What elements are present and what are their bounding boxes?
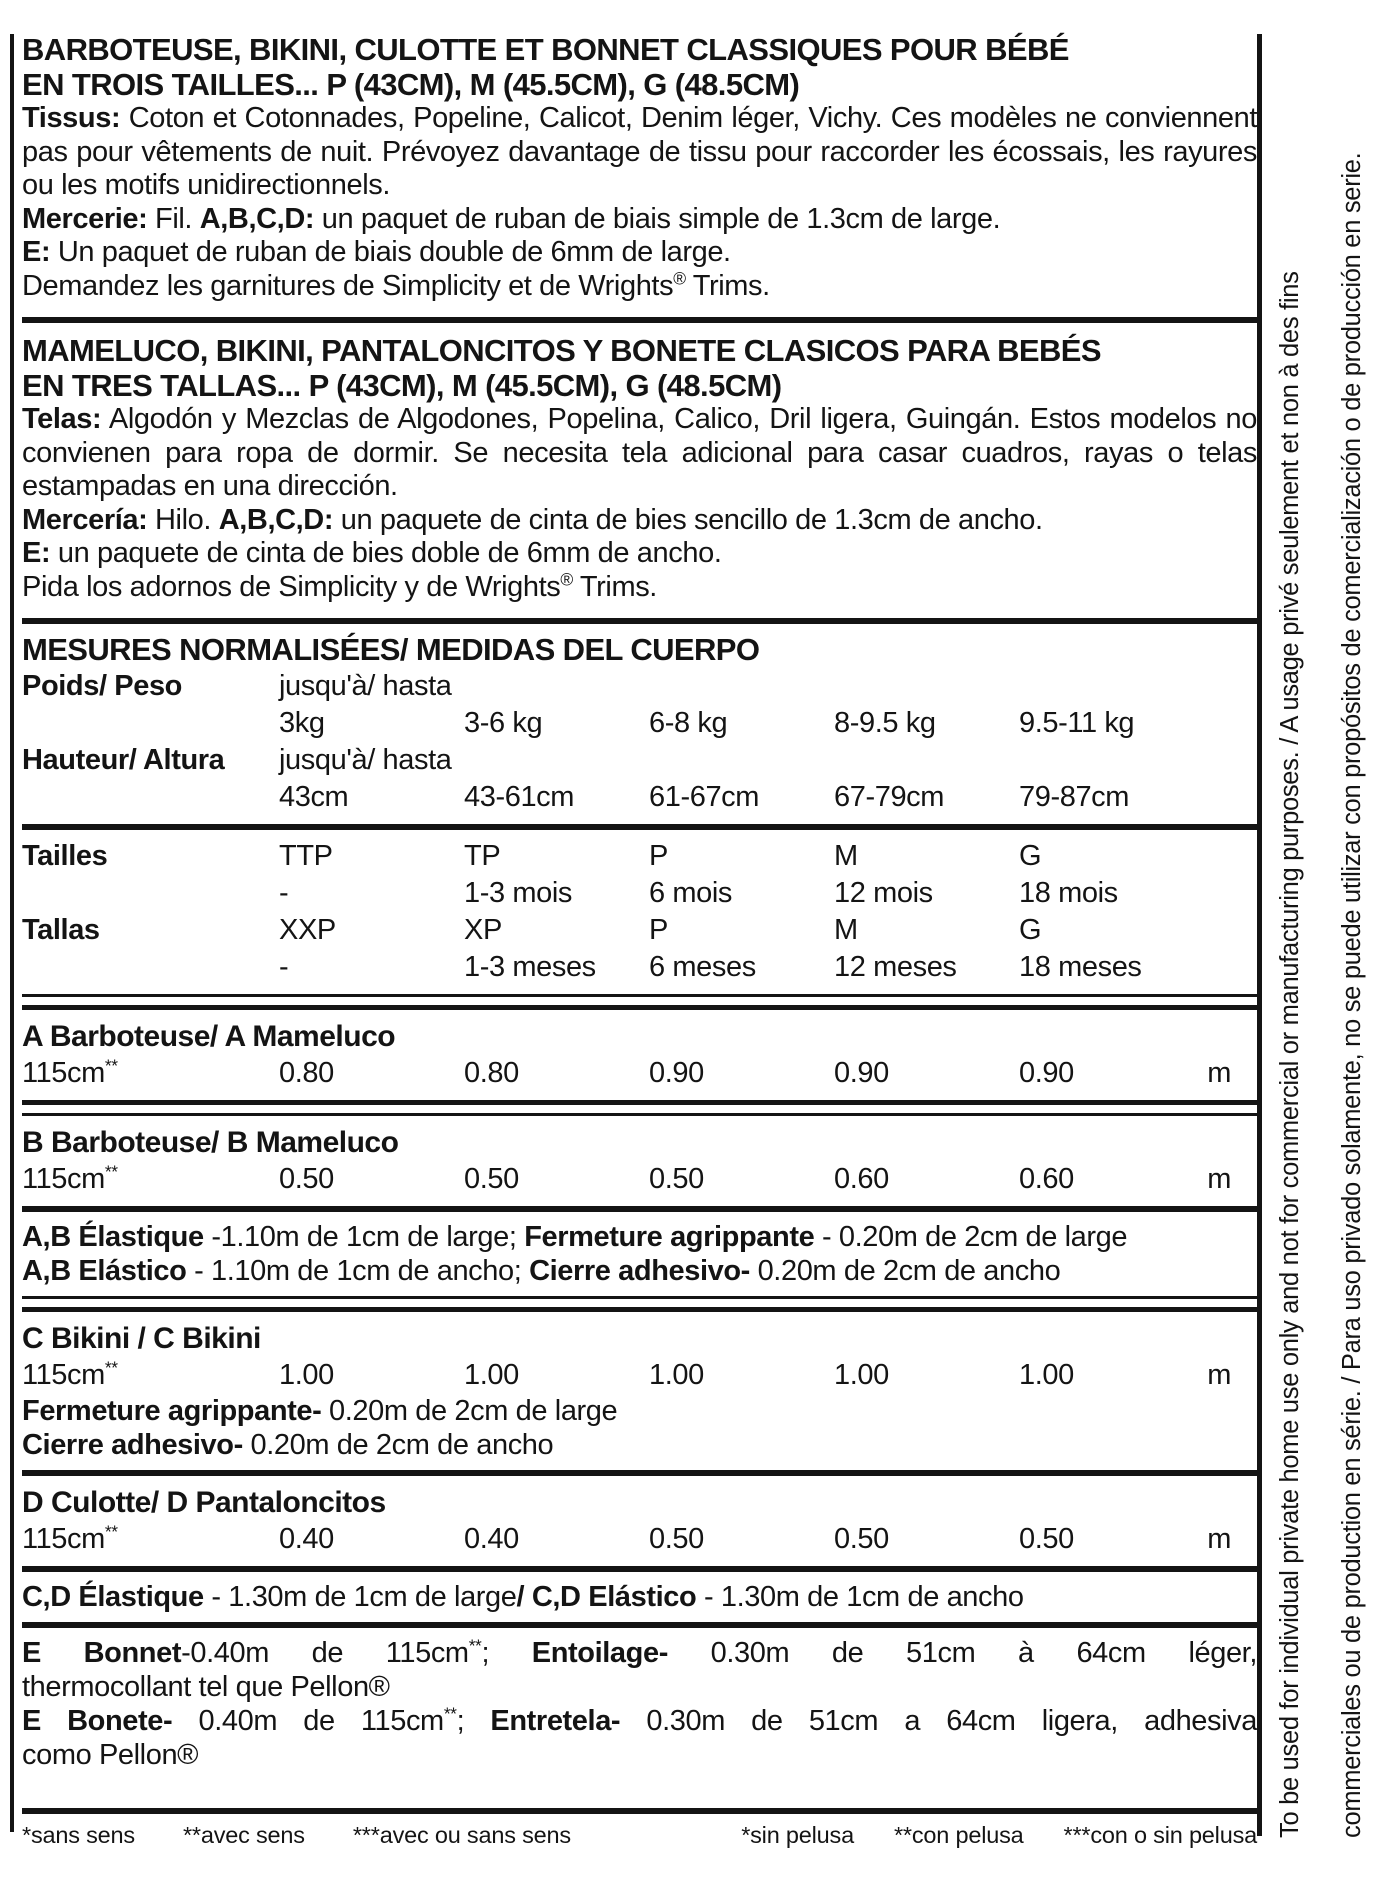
view-d-yardage-section: [22, 1484, 1257, 1558]
e-fr-separator: ;: [481, 1637, 532, 1669]
yardage-value: 0.90: [649, 1057, 704, 1089]
registered-mark-icon: ®: [673, 267, 686, 288]
spanish-view-e-label: E:: [22, 537, 51, 569]
age-fr: -: [279, 877, 289, 909]
weight-upto-text: jusqu'à/ hasta: [279, 670, 452, 702]
height-value: 79-87cm: [1019, 781, 1130, 813]
spanish-trims-text: Pida los adornos de Simplicity y de Wrights: [22, 570, 561, 603]
yardage-value: 1.00: [279, 1359, 334, 1391]
section-divider: [22, 1622, 1257, 1628]
copyright-vertical-text-line1: To be used for individual private home use only and not for commercial or manufacturing purposes. / A usage privé seulement et non à des fins: [1276, 271, 1304, 1838]
weight-value: 8-9.5 kg: [834, 707, 936, 739]
ab-elastic-fr-text: -1.10m de 1cm de large;: [203, 1221, 525, 1253]
main-column: [22, 30, 1257, 1772]
yardage-value: 0.80: [279, 1057, 334, 1089]
copyright-vertical-text-line2: commerciales ou de production en série. / Para uso privado solamente, no se puede utilizar con propósitos de comercialización o de producción en serie.: [1338, 152, 1366, 1838]
yardage-value: 0.50: [834, 1523, 889, 1555]
french-notions-views: A,B,C,D:: [199, 202, 315, 235]
size-es: XP: [464, 914, 502, 946]
ab-elastic-fr-label: A,B Élastique: [22, 1221, 204, 1253]
yardage-value: 0.60: [1019, 1163, 1074, 1195]
section-divider: [22, 1566, 1257, 1572]
weight-value: 3-6 kg: [464, 707, 543, 739]
footnote-nap-es: *sin pelusa: [741, 1822, 854, 1848]
spanish-footnotes: [741, 1822, 1257, 1849]
spanish-view-e-text: un paquete de cinta de bies doble de 6mm de ancho.: [50, 537, 722, 569]
footnote-nap-fr: **avec sens: [182, 1822, 305, 1848]
yardage-value: 1.00: [834, 1359, 889, 1391]
section-divider: [22, 994, 1257, 1010]
unit-label: m: [1207, 1359, 1231, 1391]
french-view-e-label: E:: [22, 236, 51, 268]
spanish-fabrics-paragraph: [22, 403, 1257, 504]
footnote-stars: **: [104, 1161, 118, 1182]
footer-divider: [22, 1808, 1257, 1814]
e-bonnet-fr-yardage: -0.40m de 115cm: [181, 1637, 469, 1669]
yardage-value: 0.50: [1019, 1523, 1074, 1555]
ab-velcro-fr-label: Fermeture agrippante: [524, 1221, 815, 1253]
ages-french-row: [22, 875, 1257, 912]
section-divider: [22, 1100, 1257, 1116]
spanish-notions-text1: Hilo.: [147, 503, 219, 536]
spanish-title-line1: MAMELUCO, BIKINI, PANTALONCITOS Y BONETE CLASICOS PARA BEBÉS: [22, 333, 1101, 368]
e-bonnet-es-yardage: 0.40m de 115cm: [172, 1705, 444, 1737]
footnote-stars: **: [468, 1635, 482, 1656]
spanish-fabrics-label: Telas:: [22, 403, 102, 435]
size-fr: TTP: [279, 840, 333, 872]
yardage-value: 0.50: [464, 1163, 519, 1195]
yardage-value: 1.00: [1019, 1359, 1074, 1391]
view-a-yardage-row: [22, 1055, 1257, 1092]
age-es: 18 meses: [1019, 951, 1142, 983]
view-a-header: A Barboteuse/ A Mameluco: [22, 1020, 396, 1053]
french-notions-text2: un paquet de ruban de biais simple de 1.3cm de large.: [314, 202, 1001, 235]
section-divider: [22, 1206, 1257, 1212]
section-divider: [22, 824, 1257, 830]
french-fabrics-paragraph: [22, 102, 1257, 203]
french-description-section: [22, 30, 1257, 309]
footnote-nap-es: ***con o sin pelusa: [1063, 1822, 1257, 1848]
fabric-width: 115cm: [22, 1523, 105, 1555]
section-divider: [22, 618, 1257, 624]
cd-elastic-es-label: C,D Elástico: [531, 1581, 697, 1613]
fabric-width-label: [22, 1161, 279, 1198]
view-b-header: B Barboteuse/ B Mameluco: [22, 1126, 399, 1159]
cd-elastic-es-text: - 1.30m de 1cm de ancho: [696, 1581, 1024, 1613]
fabric-width-label: [22, 1521, 279, 1558]
french-trims-text: Demandez les garnitures de Simplicity et de Wrights: [22, 269, 674, 302]
ab-velcro-es-label: Cierre adhesivo-: [529, 1255, 750, 1287]
cd-elastic-note: [22, 1580, 1257, 1614]
age-fr: 12 mois: [834, 877, 933, 909]
c-velcro-spanish-note: [22, 1428, 1257, 1462]
age-es: -: [279, 951, 289, 983]
height-label: Hauteur/ Altura: [22, 744, 225, 776]
view-a-yardage-section: [22, 1018, 1257, 1092]
view-b-yardage-section: [22, 1124, 1257, 1198]
age-es: 12 meses: [834, 951, 957, 983]
view-c-yardage-row: [22, 1357, 1257, 1394]
footnote-nap-fr: ***avec ou sans sens: [352, 1822, 571, 1848]
unit-label: m: [1207, 1163, 1231, 1195]
ab-notions-notes-section: [22, 1220, 1257, 1288]
size-fr: P: [649, 840, 668, 872]
sizes-french-label: Tailles: [22, 840, 108, 872]
height-values-row: [22, 779, 1257, 816]
section-divider: [22, 1296, 1257, 1312]
age-fr: 6 mois: [649, 877, 733, 909]
body-measurements-section: [22, 632, 1257, 816]
french-notions-text1: Fil.: [147, 202, 200, 235]
yardage-value: 1.00: [649, 1359, 704, 1391]
view-e-section: [22, 1636, 1257, 1772]
footnotes-row: [22, 1822, 1257, 1849]
weight-value: 3kg: [279, 707, 325, 739]
footnotes-area: [22, 1800, 1257, 1849]
yardage-value: 0.40: [464, 1523, 519, 1555]
age-es: 1-3 meses: [464, 951, 596, 983]
e-interfacing-es-text: 0.30m de 51cm a 64cm ligera, adhesiva: [620, 1705, 1257, 1737]
height-value: 67-79cm: [834, 781, 945, 813]
spanish-description-section: [22, 331, 1257, 610]
ab-velcro-es-text: 0.20m de 2cm de ancho: [749, 1255, 1061, 1287]
cd-elastic-fr-label: C,D Élastique: [22, 1581, 204, 1613]
body-measurements-title: MESURES NORMALISÉES/ MEDIDAS DEL CUERPO: [22, 632, 760, 667]
ab-velcro-fr-text: - 0.20m de 2cm de large: [814, 1221, 1128, 1253]
yardage-value: 0.50: [649, 1163, 704, 1195]
unit-label: m: [1207, 1523, 1231, 1555]
french-title-line1: BARBOTEUSE, BIKINI, CULOTTE ET BONNET CLASSIQUES POUR BÉBÉ: [22, 32, 1069, 67]
footnote-stars: **: [104, 1055, 118, 1076]
e-bonnet-french-line2: thermocollant tel que Pellon®: [22, 1671, 390, 1703]
unit-label: m: [1207, 1057, 1231, 1089]
section-divider: [22, 1470, 1257, 1476]
height-value: 61-67cm: [649, 781, 760, 813]
height-value: 43-61cm: [464, 781, 575, 813]
c-velcro-es-label: Cierre adhesivo-: [22, 1429, 243, 1461]
spanish-notions-text2: un paquete de cinta de bies sencillo de 1.3cm de ancho.: [333, 503, 1043, 536]
weight-value: 6-8 kg: [649, 707, 728, 739]
age-es: 6 meses: [649, 951, 756, 983]
ab-elastic-es-label: A,B Elástico: [22, 1255, 187, 1287]
sizes-spanish-label: Tallas: [22, 914, 100, 946]
yardage-value: 1.00: [464, 1359, 519, 1391]
age-fr: 1-3 mois: [464, 877, 572, 909]
yardage-value: 0.40: [279, 1523, 334, 1555]
footnote-stars: **: [104, 1357, 118, 1378]
spanish-view-e-paragraph: [22, 537, 1257, 571]
sizes-section: [22, 838, 1257, 986]
fabric-width-label: [22, 1357, 279, 1394]
c-velcro-es-text: 0.20m de 2cm de ancho: [242, 1429, 554, 1461]
spanish-trims-text2: Trims.: [572, 570, 657, 603]
c-velcro-fr-label: Fermeture agrippante-: [22, 1395, 322, 1427]
c-velcro-fr-text: 0.20m de 2cm de large: [321, 1395, 618, 1427]
cd-slash: /: [516, 1581, 532, 1613]
spanish-notions-views: A,B,C,D:: [218, 503, 334, 536]
e-interfacing-es-label: Entretela-: [490, 1705, 621, 1737]
section-divider: [22, 317, 1257, 323]
size-es: P: [649, 914, 668, 946]
height-value: 43cm: [279, 781, 349, 813]
yardage-value: 0.50: [279, 1163, 334, 1195]
french-view-e-paragraph: [22, 236, 1257, 270]
french-footnotes: [22, 1822, 571, 1849]
french-trims-text2: Trims.: [685, 269, 770, 302]
weight-values-row: [22, 705, 1257, 742]
weight-label-row: [22, 668, 1257, 705]
spanish-notions-paragraph: [22, 504, 1257, 538]
size-fr: G: [1019, 840, 1042, 872]
french-fabrics-label: Tissus:: [22, 102, 121, 134]
view-c-yardage-section: [22, 1320, 1257, 1462]
fabric-width: 115cm: [22, 1359, 105, 1391]
e-bonnet-spanish-line2: como Pellon®: [22, 1739, 199, 1771]
sizes-spanish-row: [22, 912, 1257, 949]
spanish-notions-label: Mercería:: [22, 503, 148, 536]
weight-label: Poids/ Peso: [22, 670, 182, 702]
c-velcro-french-note: [22, 1394, 1257, 1428]
e-interfacing-fr-label: Entoilage-: [531, 1637, 668, 1669]
ab-elastic-es-text: - 1.10m de 1cm de ancho;: [186, 1255, 530, 1287]
fabric-width-label: [22, 1055, 279, 1092]
yardage-value: 0.60: [834, 1163, 889, 1195]
size-es: XXP: [279, 914, 336, 946]
ages-spanish-row: [22, 949, 1257, 986]
yardage-value: 0.90: [1019, 1057, 1074, 1089]
view-b-yardage-row: [22, 1161, 1257, 1198]
yardage-value: 0.80: [464, 1057, 519, 1089]
fabric-width: 115cm: [22, 1057, 105, 1089]
e-bonnet-spanish-line1: [22, 1704, 1257, 1738]
height-label-row: [22, 742, 1257, 779]
e-es-separator: ;: [456, 1705, 491, 1737]
fabric-width: 115cm: [22, 1163, 105, 1195]
height-upto-text: jusqu'à/ hasta: [279, 744, 452, 776]
view-d-yardage-row: [22, 1521, 1257, 1558]
ab-elastic-french-note: [22, 1220, 1257, 1254]
french-notions-paragraph: [22, 203, 1257, 237]
french-fabrics-text: Coton et Cotonnades, Popeline, Calicot, Denim léger, Vichy. Ces modèles ne conviennent pas pour vêtements de nuit. Prévoyez davantage de tissu pour raccorder les écossais, les rayures ou les motifs unidirectionnels.: [22, 102, 1257, 201]
spanish-trims-paragraph: [22, 568, 1257, 605]
registered-mark-icon: ®: [560, 568, 573, 589]
yardage-value: 0.90: [834, 1057, 889, 1089]
footnote-nap-fr: *sans sens: [22, 1822, 135, 1848]
age-fr: 18 mois: [1019, 877, 1118, 909]
size-fr: TP: [464, 840, 501, 872]
footnote-stars: **: [443, 1703, 457, 1724]
footnote-stars: **: [104, 1521, 118, 1542]
e-bonnet-fr-label: E Bonnet: [22, 1637, 182, 1669]
e-bonnet-es-label: E Bonete-: [22, 1705, 173, 1737]
spanish-fabrics-text: Algodón y Mezclas de Algodones, Popelina, Calico, Dril ligera, Guingán. Estos modelos no convienen para ropa de dormir. Se necesita tela adicional para casar cuadros, rayas o telas estampadas en una dirección.: [22, 403, 1257, 502]
sizes-french-row: [22, 838, 1257, 875]
left-border-line: [10, 34, 14, 1832]
size-fr: M: [834, 840, 858, 872]
yardage-value: 0.50: [649, 1523, 704, 1555]
footnote-nap-es: **con pelusa: [893, 1822, 1024, 1848]
french-trims-paragraph: [22, 267, 1257, 304]
ab-elastic-spanish-note: [22, 1254, 1257, 1288]
sidebar-divider-line: [1257, 34, 1262, 1836]
cd-elastic-fr-text: - 1.30m de 1cm de large: [203, 1581, 517, 1613]
e-bonnet-french-line1: [22, 1636, 1257, 1670]
french-notions-label: Mercerie:: [22, 202, 148, 235]
french-view-e-text: Un paquet de ruban de biais double de 6mm de large.: [50, 236, 731, 268]
weight-value: 9.5-11 kg: [1019, 707, 1135, 739]
e-interfacing-fr-text: 0.30m de 51cm à 64cm léger,: [667, 1637, 1257, 1669]
view-d-header: D Culotte/ D Pantaloncitos: [22, 1486, 386, 1519]
spanish-title-line2: EN TRES TALLAS... P (43CM), M (45.5CM), G (48.5CM): [22, 368, 782, 403]
view-c-header: C Bikini / C Bikini: [22, 1322, 261, 1355]
size-es: M: [834, 914, 858, 946]
size-es: G: [1019, 914, 1042, 946]
french-title-line2: EN TROIS TAILLES... P (43CM), M (45.5CM), G (48.5CM): [22, 67, 800, 102]
